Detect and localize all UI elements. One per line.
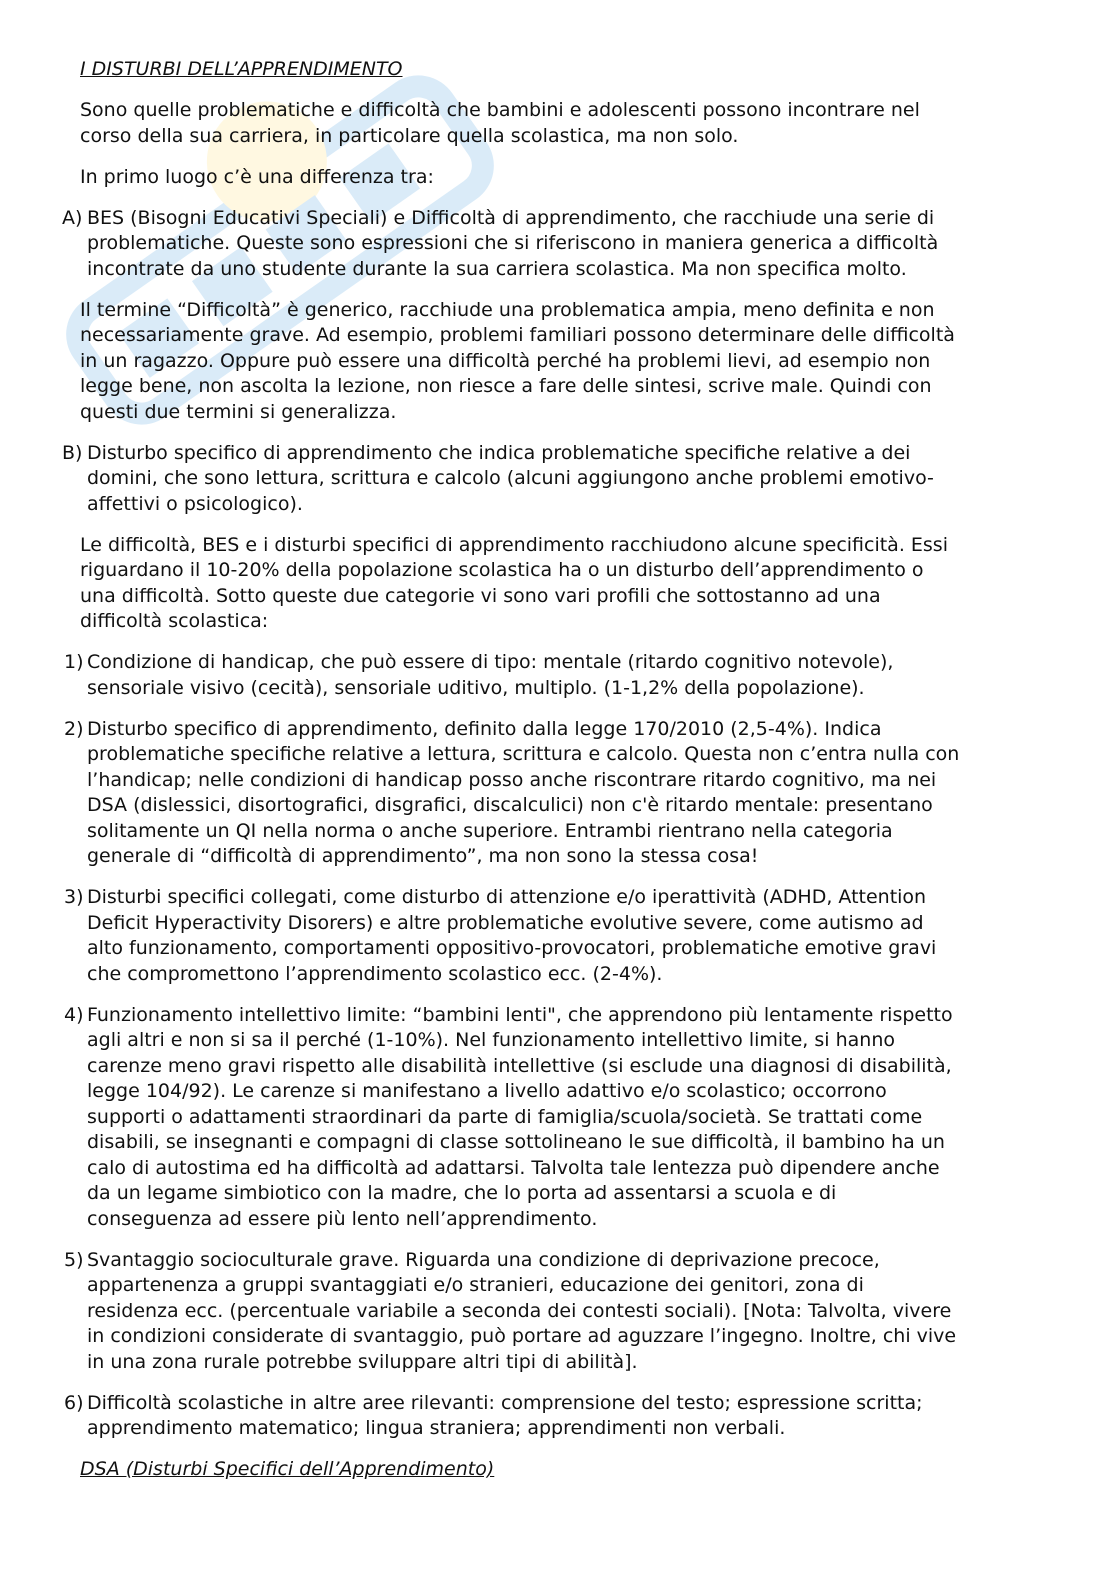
text-line: in una zona rurale potrebbe sviluppare altri tipi di abilità]. [87,1350,638,1373]
section-heading-dsa: DSA (Disturbi Specifici dell’Apprendimento) [80,1458,495,1480]
text-line: affettivi o psicologico). [87,492,303,515]
text-line: corso della sua carriera, in particolare quella scolastica, ma non solo. [80,124,739,147]
document-title: I DISTURBI DELL’APPRENDIMENTO [80,58,403,80]
list-marker: 5) [64,1248,84,1271]
paragraph [0,298,1116,426]
text-line: Difficoltà scolastiche in altre aree rilevanti: comprensione del testo; espressione scritta; [87,1391,923,1414]
text-line: residenza ecc. (percentuale variabile a seconda dei contesti sociali). [Nota: Talvolta, vivere [87,1299,952,1322]
text-line: apprendimento matematico; lingua straniera; apprendimenti non verbali. [87,1417,786,1439]
list-item [0,717,1116,870]
text-line: DSA (dislessici, disortografici, disgrafici, discalculici) non c'è ritardo mentale: presentano [87,794,933,816]
text-line: in un ragazzo. Oppure può essere una difficoltà perché ha problemi lievi, ad esempio non [80,349,931,372]
text-line: problematiche specifiche relative a lettura, scrittura e calcolo. Questa non c’entra nulla con [87,743,960,765]
list-marker: 1) [64,651,84,673]
text-line: carenze meno gravi rispetto alle disabilità intellettive (si esclude una diagnosi di disabilità, [87,1054,952,1077]
list-item [0,1003,1116,1233]
text-line: BES (Bisogni Educativi Speciali) e Difficoltà di apprendimento, che racchiude una serie di [87,206,935,229]
list-item [0,441,1116,518]
text-line: domini, che sono lettura, scrittura e calcolo (alcuni aggiungono anche problemi emotivo- [87,467,934,489]
text-line: Condizione di handicap, che può essere di tipo: mentale (ritardo cognitivo notevole), [87,651,894,673]
text-line: legge bene, non ascolta la lezione, non riesce a fare delle sintesi, scrive male. Quindi con [80,375,932,397]
list-marker: 4) [64,1003,84,1026]
text-line: legge 104/92). Le carenze si manifestano a livello adattivo e/o scolastico; occorrono [87,1080,887,1102]
text-line: Svantaggio socioculturale grave. Riguarda una condizione di deprivazione precoce, [87,1248,880,1271]
text-line: supporti o adattamenti straordinari da parte di famiglia/scuola/società. Se trattati come [87,1105,923,1128]
paragraph [0,165,1116,191]
text-line: generale di “difficoltà di apprendimento”, ma non sono la stessa cosa! [87,845,759,867]
text-line: calo di autostima ed ha difficoltà ad adattarsi. Talvolta tale lentezza può dipendere anche [87,1156,940,1179]
text-line: Le difficoltà, BES e i disturbi specifici di apprendimento racchiudono alcune specificità. Essi [80,533,948,556]
text-line: Disturbo specifico di apprendimento, definito dalla legge 170/2010 (2,5-4%). Indica [87,717,882,740]
text-line: alto funzionamento, comportamenti oppositivo-provocatori, problematiche emotive gravi [87,937,937,959]
text-line: In primo luogo c’è una differenza tra: [80,165,434,188]
list-marker: 6) [64,1391,84,1414]
text-line: problematiche. Queste sono espressioni che si riferiscono in maniera generica a difficoltà [87,232,939,254]
list-item [0,885,1116,987]
text-line: Funzionamento intellettivo limite: “bambini lenti", che apprendono più lentamente rispetto [87,1003,953,1026]
list-marker: B) [62,441,83,464]
text-line: una difficoltà. Sotto queste due categorie vi sono vari profili che sottostanno ad una [80,584,881,607]
text-line: agli altri e non si sa il perché (1-10%). Nel funzionamento intellettivo limite, si hanno [87,1029,895,1051]
list-item [0,1391,1116,1442]
text-line: disabili, se insegnanti e compagni di classe sottolineano le sue difficoltà, il bambino ha un [87,1131,945,1153]
list-item [0,650,1116,701]
list-item [0,1248,1116,1376]
paragraph [0,533,1116,635]
text-line: Disturbi specifici collegati, come disturbo di attenzione e/o iperattività (ADHD, Attention [87,886,927,908]
text-line: conseguenza ad essere più lento nell’apprendimento. [87,1207,598,1230]
content-blocks [0,98,1116,1442]
list-marker: A) [62,206,83,229]
list-item [0,206,1116,283]
text-line: solitamente un QI nella norma o anche superiore. Entrambi rientrano nella categoria [87,819,893,842]
text-line: riguardano il 10-20% della popolazione scolastica ha o un disturbo dell’apprendimento o [80,559,924,581]
text-line: da un legame simbiotico con la madre, che lo porta ad assentarsi a scuola e di [87,1182,837,1204]
document-body [0,57,1116,1483]
paragraph [0,98,1116,149]
text-line: l’handicap; nelle condizioni di handicap posso anche riscontrare ritardo cognitivo, ma nei [87,768,937,791]
text-line: sensoriale visivo (cecità), sensoriale uditivo, multiplo. (1-1,2% della popolazione). [87,676,865,699]
text-line: questi due termini si generalizza. [80,400,397,423]
text-line: che compromettono l’apprendimento scolastico ecc. (2-4%). [87,962,663,985]
text-line: necessariamente grave. Ad esempio, problemi familiari possono determinare delle difficoltà [80,324,955,346]
list-marker: 3) [64,886,84,908]
text-line: in condizioni considerate di svantaggio, può portare ad aguzzare l’ingegno. Inoltre, chi vive [87,1325,957,1347]
text-line: Deficit Hyperactivity Disorers) e altre problematiche evolutive severe, come autismo ad [87,911,924,934]
text-line: appartenenza a gruppi svantaggiati e/o stranieri, educazione dei genitori, zona di [87,1274,864,1296]
list-marker: 2) [64,717,84,740]
text-line: Sono quelle problematiche e difficoltà che bambini e adolescenti possono incontrare nel [80,99,920,121]
text-line: difficoltà scolastica: [80,610,269,632]
text-line: Disturbo specifico di apprendimento che indica problematiche specifiche relative a dei [87,441,911,464]
text-line: incontrate da uno studente durante la sua carriera scolastica. Ma non specifica molto. [87,257,907,280]
text-line: Il termine “Difficoltà” è generico, racchiude una problematica ampia, meno definita e non [80,298,935,321]
